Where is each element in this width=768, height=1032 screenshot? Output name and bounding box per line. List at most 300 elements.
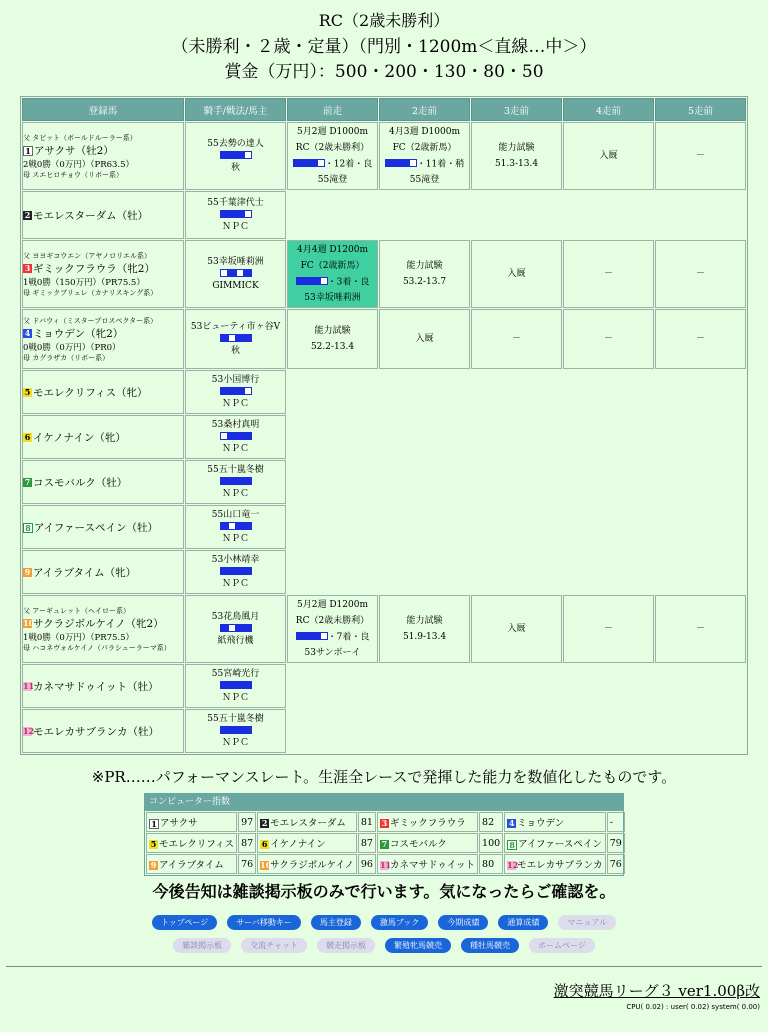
silks-icon [220, 476, 252, 488]
past-race-text: 51.9-13.4 [402, 632, 447, 642]
past-race-text: 53幸坂唾莉洲 [304, 293, 361, 304]
empty-cell [287, 460, 746, 504]
past-race-text: 5月2週 D1200m [297, 599, 368, 610]
owner-name: GIMMICK [212, 281, 259, 292]
past-race-text: ・11着・稍 [416, 159, 465, 170]
dam-line: 母 ギミックブリュレ（カナリスキング系） [23, 288, 158, 297]
horse-name-link[interactable]: アイラブタイム（牝） [33, 566, 137, 579]
past-race-text: 5月2週 D1000m [297, 126, 368, 137]
dam-line: 母 スエヒロチョウ（リボー系） [23, 170, 124, 179]
index-horse [377, 854, 478, 874]
index-value: 82 [479, 812, 503, 832]
column-header: 4走前 [563, 98, 654, 121]
past-race-line [472, 266, 561, 282]
jockey-name: 55山口竜一 [211, 509, 260, 520]
past-race-cell [563, 240, 654, 308]
index-horse-name: カネマサドゥイット [389, 860, 476, 871]
horse-cell [22, 415, 184, 459]
nav-button[interactable]: マニュアル [558, 915, 616, 930]
past-race-cell [655, 595, 746, 663]
past-race-text: RC（2歳未勝利） [295, 615, 370, 626]
empty-cell [287, 709, 746, 753]
past-race-text: 53.2-13.7 [402, 277, 447, 287]
index-value: 97 [238, 812, 256, 832]
sire-line: 父 ドバウィ（ミスタープロスペクター系） [23, 316, 158, 325]
index-value: 87 [238, 833, 256, 853]
horse-name-link[interactable]: サクラジボルケイノ（牝2） [33, 617, 164, 630]
silks-icon [296, 274, 328, 290]
empty-cell [287, 664, 746, 708]
version-link[interactable]: 激突競馬リーグ３ ver1.00β改 [553, 982, 760, 1000]
post-number-badge: 11 [379, 860, 392, 870]
empty-cell [287, 415, 746, 459]
past-race-cell[interactable] [287, 240, 378, 308]
pr-note: ※PR……パフォーマンスレート。生涯全レースで発揮した能力を数値化したものです。 [91, 768, 677, 786]
nav-button[interactable]: 激馬ブック [371, 915, 428, 930]
nav-button[interactable]: 競走掲示板 [317, 938, 375, 953]
past-race-cell[interactable] [287, 122, 378, 190]
dam-line: 母 カグラザカ（リボー系） [23, 353, 110, 362]
horse-cell [22, 460, 184, 504]
past-race-line [380, 140, 469, 156]
column-header: 5走前 [655, 98, 746, 121]
past-race-cell [563, 595, 654, 663]
past-race-text: 55滝登 [317, 175, 348, 186]
past-race-cell [563, 309, 654, 369]
past-race-cell[interactable] [287, 595, 378, 663]
owner-name: ＮＰＣ [221, 489, 249, 500]
jockey-cell [185, 595, 286, 663]
index-horse [146, 854, 237, 874]
past-race-line [472, 140, 561, 156]
past-race-line [472, 156, 561, 172]
jockey-cell [185, 709, 286, 753]
sire-line: 父 ヨヨギコウエン（アヤノロリエル系） [23, 251, 151, 260]
index-horse [257, 854, 357, 874]
owner-name: ＮＰＣ [221, 399, 249, 410]
index-horse-name: イケノナイン [270, 839, 326, 850]
strategy-silks [186, 476, 285, 489]
index-row [146, 833, 625, 853]
table-row [22, 505, 746, 549]
jockey-cell [185, 550, 286, 594]
past-race-line [288, 323, 377, 339]
strategy-silks [186, 386, 285, 399]
index-value: 80 [479, 854, 503, 874]
post-number-badge: 5 [150, 839, 157, 849]
index-horse [146, 812, 237, 832]
index-horse [504, 854, 606, 874]
post-number-badge: 9 [24, 567, 31, 577]
jockey-cell [185, 505, 286, 549]
index-horse-name: アイラブタイム [159, 860, 224, 871]
index-horse-name: サクラジボルケイノ [270, 860, 354, 871]
horse-cell [22, 370, 184, 414]
jockey-name: 55去勢の達人 [207, 138, 264, 149]
past-race-line [564, 266, 653, 282]
past-race-text: 入厩 [599, 151, 618, 161]
post-number-badge: 1 [23, 146, 33, 156]
horse-name [23, 475, 183, 490]
past-race-text: － [603, 624, 613, 634]
past-race-cell [287, 309, 378, 369]
owner-name: ＮＰＣ [221, 579, 249, 590]
horse-name-link[interactable]: モエレスターダム（牡） [33, 209, 149, 222]
past-race-text: 4月3週 D1000m [389, 126, 460, 137]
silks-icon [220, 333, 252, 345]
nav-buttons-row1 [0, 910, 768, 930]
index-horse-name: モエレカサブランカ [517, 860, 603, 871]
post-number-badge: 6 [24, 432, 31, 442]
post-number-badge: 1 [149, 819, 159, 829]
table-header-row [22, 98, 746, 121]
past-race-text: － [695, 269, 705, 279]
jockey-name: 55五十嵐冬樹 [207, 713, 264, 724]
index-horse [377, 812, 478, 832]
horse-name-link[interactable]: イケノナイン（牝） [33, 431, 126, 444]
index-horse [504, 812, 606, 832]
strategy-silks [186, 150, 285, 163]
index-value: 81 [358, 812, 376, 832]
computer-index-panel [144, 793, 624, 876]
past-race-line [472, 621, 561, 637]
post-number-badge: 10 [23, 618, 35, 628]
post-number-badge: 7 [381, 839, 388, 849]
past-race-line [380, 613, 469, 629]
table-row [22, 309, 746, 369]
jockey-cell [185, 309, 286, 369]
empty-cell [287, 505, 746, 549]
past-race-text: FC（2歳新馬） [300, 260, 365, 271]
horse-name [23, 679, 183, 694]
post-number-badge: 6 [261, 839, 268, 849]
owner-name: 紙飛行機 [217, 636, 254, 647]
past-race-line [564, 621, 653, 637]
strategy-silks [186, 209, 285, 222]
past-race-text: ・3着・良 [327, 277, 370, 288]
race-conditions: （未勝利・２歳・定量）（門別・1200m＜直線…中＞） [171, 37, 597, 57]
horse-name [23, 430, 183, 445]
past-race-text: 能力試験 [406, 261, 443, 271]
horse-name-link[interactable]: アイファースペイン（牡） [34, 521, 159, 534]
horse-name-link[interactable]: コスモバルク（牡） [33, 476, 128, 489]
past-race-line [656, 266, 745, 282]
career-record: 0戦0勝（0万円）（PR0） [23, 342, 121, 353]
index-value: 87 [358, 833, 376, 853]
empty-cell [287, 370, 746, 414]
nav-button[interactable]: 今期成績 [438, 915, 488, 930]
horse-cell [22, 505, 184, 549]
column-header: 前走 [287, 98, 378, 121]
past-race-line [472, 331, 561, 347]
nav-button[interactable]: 馬主登録 [311, 915, 361, 930]
horse-cell [22, 664, 184, 708]
horse-name [23, 261, 183, 276]
horse-cell [22, 191, 184, 239]
nav-button[interactable]: サーバ移動キー [227, 915, 301, 930]
career-record: 2戦0勝（0万円）（PR63.5） [23, 159, 135, 170]
index-horse-name: モエレクリフィス [159, 839, 235, 850]
jockey-name: 53ビューティ市ヶ谷V [190, 321, 281, 332]
post-number-badge: 4 [508, 818, 515, 828]
past-race-line [288, 290, 377, 306]
past-race-line [656, 148, 745, 164]
strategy-silks [186, 566, 285, 579]
index-row [146, 812, 625, 832]
footer-divider [6, 966, 762, 967]
past-race-text: 52.2-13.4 [310, 342, 355, 352]
past-race-line [288, 258, 377, 274]
post-number-badge: 7 [24, 477, 31, 487]
horse-name [23, 616, 183, 631]
nav-button[interactable]: 交流チャット [241, 938, 307, 953]
past-race-text: 4月4週 D1200m [297, 244, 368, 255]
past-race-cell [379, 595, 470, 663]
past-race-text: － [695, 151, 705, 161]
silks-icon [220, 725, 252, 737]
past-race-text: FC（2歳新馬） [392, 142, 457, 153]
silks-icon [220, 566, 252, 578]
past-race-text: 入厩 [415, 334, 434, 344]
silks-icon [220, 623, 252, 635]
nav-button[interactable]: ホームページ [529, 938, 595, 953]
column-header: 登録馬 [22, 98, 184, 121]
post-number-badge: 10 [260, 860, 272, 870]
post-number-badge: 9 [150, 860, 157, 870]
nav-button[interactable]: 繁殖牝馬競売 [385, 938, 451, 953]
index-horse [257, 812, 357, 832]
computer-index-table [145, 811, 626, 875]
nav-button[interactable]: 通算成績 [498, 915, 548, 930]
horse-name-link[interactable]: モエレカサブランカ（牡） [33, 725, 159, 738]
strategy-silks [186, 268, 285, 281]
past-race-line [288, 124, 377, 140]
past-race-cell [471, 122, 562, 190]
past-race-text: 入厩 [507, 624, 526, 634]
past-race-text: 53サンボーイ [304, 648, 361, 659]
post-number-badge: 2 [261, 818, 268, 828]
horse-cell [22, 309, 184, 369]
horse-cell [22, 122, 184, 190]
strategy-silks [186, 521, 285, 534]
past-race-line [288, 339, 377, 355]
past-race-line [288, 597, 377, 613]
strategy-silks [186, 431, 285, 444]
past-race-text: － [511, 334, 521, 344]
past-race-line [564, 148, 653, 164]
silks-icon [220, 521, 252, 533]
past-race-cell [471, 309, 562, 369]
table-row [22, 664, 746, 708]
silks-icon [385, 156, 417, 172]
jockey-name: 53花鳥風月 [211, 611, 260, 622]
table-row [22, 240, 746, 308]
past-race-text: RC（2歳未勝利） [295, 142, 370, 153]
jockey-name: 55宮崎光行 [211, 668, 260, 679]
jockey-name: 53幸坂唾莉洲 [207, 256, 264, 267]
past-race-line [564, 331, 653, 347]
table-row [22, 191, 746, 239]
silks-icon [220, 268, 252, 280]
past-race-line [380, 274, 469, 290]
jockey-cell [185, 240, 286, 308]
jockey-cell [185, 460, 286, 504]
race-prize: 賞金（万円）：500・200・130・80・50 [224, 62, 544, 82]
race-header [0, 8, 768, 83]
horse-cell [22, 709, 184, 753]
past-race-text: － [603, 269, 613, 279]
horse-name [23, 565, 183, 580]
jockey-cell [185, 415, 286, 459]
horse-name-link[interactable]: アサクサ（牡2） [34, 144, 114, 157]
owner-name: 秋 [230, 346, 240, 357]
horse-name [23, 724, 183, 739]
horse-name [23, 520, 183, 535]
jockey-cell [185, 664, 286, 708]
past-race-text: 能力試験 [498, 143, 535, 153]
horse-name-link[interactable]: カネマサドゥイット（牡） [33, 680, 159, 693]
career-record: 1戦0勝（150万円）（PR75.5） [23, 277, 145, 288]
index-horse-name: ギミックフラウラ [389, 818, 466, 829]
past-race-line [288, 140, 377, 156]
past-race-cell[interactable] [379, 122, 470, 190]
past-race-line [656, 621, 745, 637]
past-race-text: － [695, 624, 705, 634]
post-number-badge: 2 [24, 210, 31, 220]
owner-name: ＮＰＣ [221, 693, 249, 704]
silks-icon [220, 209, 252, 221]
index-horse [377, 833, 478, 853]
past-race-line [288, 645, 377, 661]
entry-table [20, 96, 748, 755]
jockey-name: 55千葉津代士 [207, 197, 264, 208]
past-race-line [380, 331, 469, 347]
jockey-name: 53桑村真明 [211, 419, 260, 430]
dam-line: 母 ハコネヴォルケイノ（パラシューラーマ系） [23, 643, 171, 652]
index-horse [504, 833, 606, 853]
post-number-badge: 5 [24, 387, 31, 397]
jockey-cell [185, 191, 286, 239]
horse-name [23, 385, 183, 400]
jockey-name: 53小国博行 [211, 374, 260, 385]
nav-button[interactable]: トップページ [152, 915, 217, 930]
strategy-silks [186, 333, 285, 346]
past-race-line [288, 613, 377, 629]
past-race-text: 55滝登 [409, 175, 440, 186]
past-race-line [380, 172, 469, 188]
strategy-silks [186, 623, 285, 636]
owner-name: ＮＰＣ [221, 222, 249, 233]
past-race-line [288, 172, 377, 188]
jockey-name: 53小林靖幸 [211, 554, 260, 565]
horse-cell [22, 240, 184, 308]
nav-button[interactable]: 種牡馬競売 [461, 938, 519, 953]
past-race-line [288, 156, 377, 173]
past-race-text: － [603, 334, 613, 344]
index-horse [146, 833, 237, 853]
index-value: 76 [238, 854, 256, 874]
horse-name-link[interactable]: モエレクリフィス（牝） [33, 386, 148, 399]
past-race-cell [379, 309, 470, 369]
table-row [22, 550, 746, 594]
index-horse-name: モエレスターダム [270, 818, 346, 829]
post-number-badge: 12 [507, 860, 519, 870]
past-race-line [288, 629, 377, 646]
owner-name: 秋 [230, 163, 240, 174]
past-race-cell [471, 595, 562, 663]
past-race-cell [655, 122, 746, 190]
past-race-line [380, 124, 469, 140]
nav-buttons-row2 [0, 933, 768, 953]
owner-name: ＮＰＣ [221, 444, 249, 455]
table-row [22, 370, 746, 414]
strategy-silks [186, 680, 285, 693]
past-race-line [380, 629, 469, 645]
jockey-name: 55五十嵐冬樹 [207, 464, 264, 475]
horse-name-link[interactable]: ギミックフラウラ（牝2） [33, 262, 155, 275]
past-race-text: ・12着・良 [324, 159, 373, 170]
past-race-text: 入厩 [507, 269, 526, 279]
table-row [22, 122, 746, 190]
sire-line: 父 タピット（ボールドルーラー系） [23, 133, 137, 142]
index-value: 100 [479, 833, 503, 853]
past-race-cell [471, 240, 562, 308]
index-horse [257, 833, 357, 853]
past-race-cell [655, 240, 746, 308]
past-race-text: ・7着・良 [327, 632, 370, 643]
owner-name: ＮＰＣ [221, 534, 249, 545]
index-value: 96 [358, 854, 376, 874]
jockey-cell [185, 370, 286, 414]
index-horse-name: コスモバルク [389, 839, 447, 850]
past-race-text: 能力試験 [314, 326, 351, 336]
past-race-cell [563, 122, 654, 190]
past-race-cell [655, 309, 746, 369]
post-number-badge: 12 [23, 726, 35, 736]
column-header: 2走前 [379, 98, 470, 121]
silks-icon [220, 680, 252, 692]
index-value: 79 [607, 833, 625, 853]
index-value: 76 [607, 854, 625, 874]
horse-name-link[interactable]: ミョウデン（牝2） [33, 327, 124, 340]
post-number-badge: 8 [23, 523, 33, 533]
index-horse-name: アサクサ [160, 818, 198, 829]
past-race-cell [379, 240, 470, 308]
index-value: - [607, 812, 625, 832]
post-number-badge: 3 [24, 263, 31, 273]
silks-icon [220, 386, 252, 398]
index-horse-name: ミョウデン [517, 818, 565, 829]
horse-name [23, 208, 183, 223]
career-record: 1戦0勝（0万円）（PR75.5） [23, 632, 135, 643]
post-number-badge: 4 [24, 328, 31, 338]
silks-icon [220, 431, 252, 443]
table-row [22, 460, 746, 504]
index-row [146, 854, 625, 874]
past-race-line [656, 331, 745, 347]
race-title: RC（2歳未勝利） [318, 11, 450, 30]
notice-text: 今後告知は雑談掲示板のみで行います。気になったらご確認を。 [152, 882, 616, 901]
column-header: 3走前 [471, 98, 562, 121]
past-race-line [380, 258, 469, 274]
cpu-stats: CPU( 0.02) : user( 0.02) system( 0.00) [626, 1003, 760, 1011]
column-header: 騎手/戦法/馬主 [185, 98, 286, 121]
horse-name [23, 143, 183, 158]
post-number-badge: 3 [381, 818, 388, 828]
nav-button[interactable]: 雑談掲示板 [173, 938, 231, 953]
empty-cell [287, 550, 746, 594]
table-row [22, 709, 746, 753]
